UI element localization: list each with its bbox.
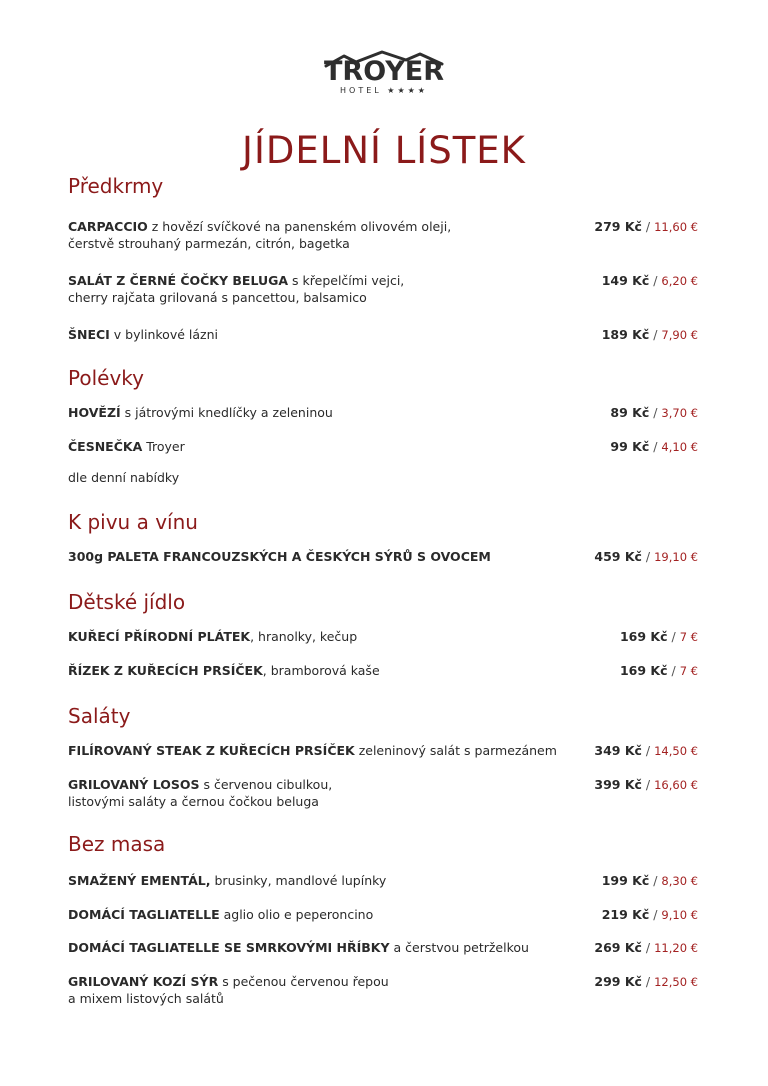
section-predkrmy	[68, 174, 698, 342]
price-eur: 11,20 €	[654, 941, 698, 955]
section-polevky	[68, 366, 698, 485]
item-desc: zeleninový salát s parmezánem	[354, 743, 557, 758]
section-title: Polévky	[68, 366, 144, 390]
item-desc: brusinky, mandlové lupínky	[210, 873, 387, 888]
hotel-logo	[0, 50, 768, 102]
price-eur: 7 €	[679, 630, 698, 644]
menu-item: KUŘECÍ PŘÍRODNÍ PLÁTEK, hranolky, kečup 169 Kč / 7 €	[68, 629, 698, 644]
logo-subtitle: HOTEL ★★★★	[340, 86, 428, 95]
price-czk: 169 Kč	[619, 629, 668, 644]
price-eur: 8,30 €	[661, 874, 698, 888]
item-desc: Troyer	[142, 439, 185, 454]
item-desc: s pečenou červenou řepou	[218, 974, 389, 989]
price-eur: 16,60 €	[654, 778, 698, 792]
item-desc: v bylinkové lázni	[109, 327, 218, 342]
item-name: KUŘECÍ PŘÍRODNÍ PLÁTEK	[68, 629, 251, 644]
price-eur: 9,10 €	[661, 908, 698, 922]
item-desc: aglio olio e peperoncino	[219, 907, 374, 922]
item-name: FILÍROVANÝ STEAK Z KUŘECÍCH PRSÍČEK	[68, 743, 355, 758]
item-desc: , hranolky, kečup	[250, 629, 358, 644]
section-detske-jidlo	[68, 590, 698, 678]
price-eur: 7 €	[679, 664, 698, 678]
item-desc: s křepelčími vejci,	[288, 273, 405, 288]
item-desc-2: listovými saláty a černou čočkou beluga	[68, 794, 319, 809]
price-czk: 269 Kč	[594, 940, 642, 955]
menu-item: CARPACCIO z hovězí svíčkové na panenském olivovém oleji, čerstvě strouhaný parmezán, citrón, bagetka 279 Kč / 11,60 €	[68, 219, 698, 251]
price-czk: 169 Kč	[619, 663, 668, 678]
item-desc-2: a mixem listových salátů	[68, 991, 224, 1006]
item-name: SALÁT Z ČERNÉ ČOČKY BELUGA	[68, 273, 289, 288]
menu-item: ŠNECI v bylinkové lázni 189 Kč / 7,90 €	[68, 327, 698, 342]
section-bez-masa	[68, 832, 698, 1006]
page-title: JÍDELNÍ LÍSTEK	[242, 128, 526, 172]
menu-item: SMAŽENÝ EMENTÁL, brusinky, mandlové lupínky 199 Kč / 8,30 €	[68, 873, 698, 888]
price-czk: 189 Kč	[601, 327, 650, 342]
price-czk: 149 Kč	[601, 273, 650, 288]
section-title: Dětské jídlo	[68, 590, 186, 614]
item-name: CARPACCIO	[68, 219, 148, 234]
price-czk: 399 Kč	[594, 777, 642, 792]
price-eur: 14,50 €	[654, 744, 698, 758]
item-desc: s játrovými knedlíčky a zeleninou	[120, 405, 333, 420]
price-eur: 19,10 €	[654, 550, 698, 564]
menu-item: SALÁT Z ČERNÉ ČOČKY BELUGA s křepelčími vejci, cherry rajčata grilovaná s pancettou, balsamico 149 Kč / 6,20 €	[68, 273, 698, 305]
price-czk: 219 Kč	[601, 907, 650, 922]
item-desc: z hovězí svíčkové na panenském olivovém oleji,	[147, 219, 452, 234]
section-title: Bez masa	[68, 832, 166, 856]
item-name: ČESNEČKA	[68, 439, 143, 454]
item-desc: a čerstvou petrželkou	[389, 940, 529, 955]
menu-item: ŘÍZEK Z KUŘECÍCH PRSÍČEK, bramborová kaše 169 Kč / 7 €	[68, 663, 698, 678]
menu-item: DOMÁCÍ TAGLIATELLE aglio olio e peperoncino 219 Kč / 9,10 €	[68, 907, 698, 922]
price-czk: 199 Kč	[601, 873, 650, 888]
item-name: DOMÁCÍ TAGLIATELLE	[68, 907, 220, 922]
item-name: GRILOVANÝ KOZÍ SÝR	[68, 974, 219, 989]
price-czk: 279 Kč	[594, 219, 642, 234]
price-eur: 12,50 €	[654, 975, 698, 989]
price-czk: 99 Kč	[610, 439, 650, 454]
item-desc: , bramborová kaše	[262, 663, 380, 678]
price-czk: 349 Kč	[594, 743, 642, 758]
item-name: 300g PALETA FRANCOUZSKÝCH A ČESKÝCH SÝRŮ S OVOCEM	[68, 549, 491, 564]
menu-item: FILÍROVANÝ STEAK Z KUŘECÍCH PRSÍČEK zeleninový salát s parmezánem 349 Kč / 14,50 €	[68, 743, 698, 758]
price-eur: 3,70 €	[661, 406, 698, 420]
price-eur: 4,10 €	[661, 440, 698, 454]
item-name: ŠNECI	[68, 327, 110, 342]
menu-item: GRILOVANÝ LOSOS s červenou cibulkou, listovými saláty a černou čočkou beluga 399 Kč / 16,60 €	[68, 777, 698, 809]
menu-item	[68, 469, 698, 486]
price-czk: 459 Kč	[594, 549, 642, 564]
section-k-pivu	[68, 510, 698, 564]
price-eur: 11,60 €	[654, 220, 698, 234]
logo-name: TROYER	[324, 56, 444, 87]
price-czk: 299 Kč	[594, 974, 642, 989]
item-desc-2: cherry rajčata grilovaná s pancettou, balsamico	[68, 290, 367, 305]
item-desc-2: čerstvě strouhaný parmezán, citrón, bagetka	[68, 236, 350, 251]
price-eur: 7,90 €	[661, 328, 698, 342]
menu-item: GRILOVANÝ KOZÍ SÝR s pečenou červenou řepou a mixem listových salátů 299 Kč / 12,50 €	[68, 974, 698, 1006]
section-title: Předkrmy	[68, 174, 164, 198]
price-eur: 6,20 €	[661, 274, 698, 288]
menu-item: HOVĚZÍ s játrovými knedlíčky a zeleninou 89 Kč / 3,70 €	[68, 405, 698, 420]
menu-item: ČESNEČKA Troyer 99 Kč / 4,10 €	[68, 439, 698, 454]
item-name: SMAŽENÝ EMENTÁL,	[68, 873, 211, 888]
price-czk: 89 Kč	[610, 405, 650, 420]
item-name: HOVĚZÍ	[68, 405, 121, 420]
item-desc: s červenou cibulkou,	[199, 777, 333, 792]
item-name: DOMÁCÍ TAGLIATELLE SE SMRKOVÝMI HŘÍBKY	[68, 940, 390, 955]
item-desc: dle denní nabídky	[68, 470, 180, 485]
menu-item: DOMÁCÍ TAGLIATELLE SE SMRKOVÝMI HŘÍBKY a čerstvou petrželkou 269 Kč / 11,20 €	[68, 940, 698, 955]
item-name: ŘÍZEK Z KUŘECÍCH PRSÍČEK	[68, 663, 263, 678]
section-title: K pivu a vínu	[68, 510, 198, 534]
section-salaty	[68, 704, 698, 809]
section-title: Saláty	[68, 704, 131, 728]
menu-item: 300g PALETA FRANCOUZSKÝCH A ČESKÝCH SÝRŮ S OVOCEM 459 Kč / 19,10 €	[68, 549, 698, 564]
item-name: GRILOVANÝ LOSOS	[68, 777, 200, 792]
